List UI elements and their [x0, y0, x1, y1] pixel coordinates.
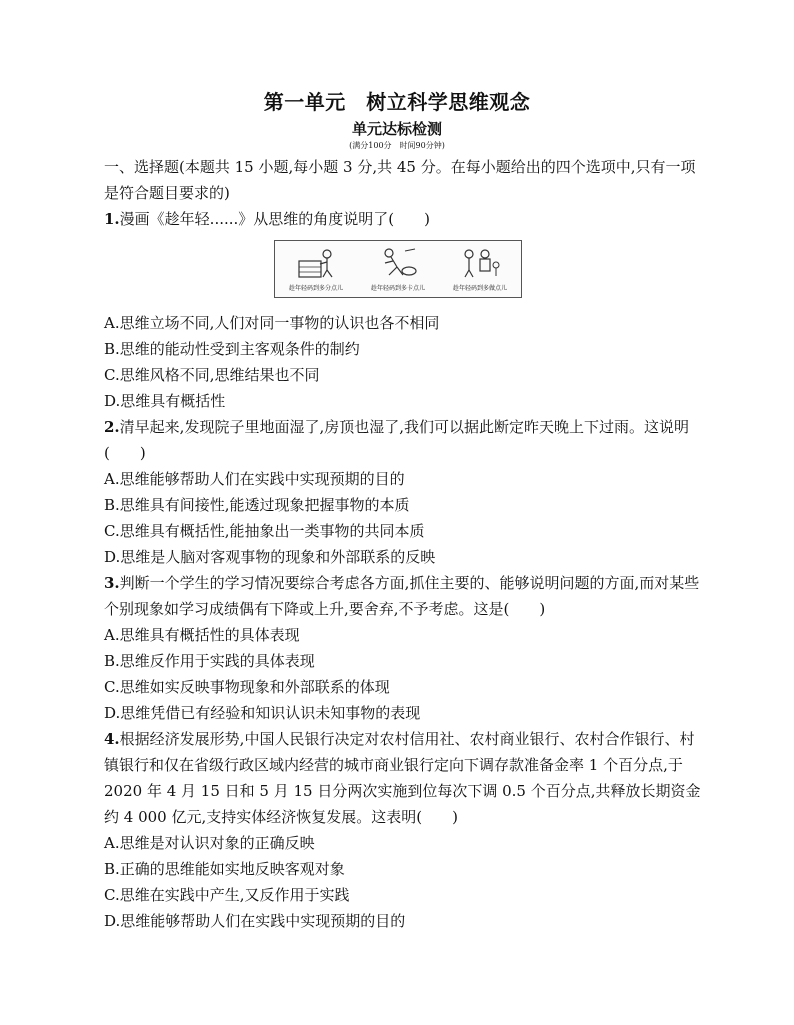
question-4	[104, 726, 704, 934]
page-subtitle: 单元达标检测	[351, 120, 442, 138]
exam-content	[104, 154, 704, 934]
option-b: B.思维反作用于实践的具体表现	[104, 652, 315, 670]
option-a: A.思维立场不同,人们对同一事物的认识也各不相同	[104, 314, 440, 332]
option-b: B.正确的思维能如实地反映客观对象	[104, 860, 345, 878]
comic-caption-1: 趁年轻码到多分点儿	[288, 285, 343, 292]
question-stem: 漫画《趁年轻......》从思维的角度说明了( )	[119, 210, 430, 228]
question-stem: 判断一个学生的学习情况要综合考虑各方面,抓住主要的、能够说明问题的方面,而对某些个别现象如学习成绩偶有下降或上升,要舍弃,不予考虑。这是( )	[104, 574, 700, 618]
comic-caption-3: 趁年轻码到多做点儿	[452, 285, 507, 292]
question-1	[104, 206, 704, 414]
option-c: C.思维如实反映事物现象和外部联系的体现	[104, 678, 390, 696]
comic-image	[274, 240, 522, 298]
group-figure-icon	[457, 245, 503, 281]
question-2	[104, 414, 704, 570]
question-number: 4.	[104, 730, 120, 748]
comic-panel-2	[359, 245, 437, 293]
comic-panel-3	[441, 245, 519, 293]
option-d: D.思维是人脑对客观事物的现象和外部联系的反映	[104, 548, 436, 566]
page-title: 第一单元 树立科学思维观念	[263, 90, 531, 114]
question-stem: 根据经济发展形势,中国人民银行决定对农村信用社、农村商业银行、农村合作银行、村镇银行和仅在省级行政区域内经营的城市商业银行定向下调存款准备金率 1 个百分点,于 2020 年 4 月 15 日和 5 月 15 日分两次实施到位每次下调 0.5 个百分点,共释放长期资金约 4 000 亿元,支持实体经济恢复发展。这表明( )	[104, 730, 701, 826]
comic-caption-2: 趁年轻码到多卡点儿	[370, 285, 425, 292]
question-number: 3.	[104, 574, 120, 592]
option-b: B.思维的能动性受到主客观条件的制约	[104, 340, 360, 358]
running-figure-icon	[375, 245, 421, 281]
question-3	[104, 570, 704, 726]
option-b: B.思维具有间接性,能透过现象把握事物的本质	[104, 496, 410, 514]
pile-icon	[293, 245, 339, 281]
option-d: D.思维具有概括性	[104, 392, 226, 410]
comic-panel-1	[277, 245, 355, 293]
option-c: C.思维具有概括性,能抽象出一类事物的共同本质	[104, 522, 425, 540]
question-number: 1.	[104, 210, 120, 228]
option-d: D.思维凭借已有经验和知识认识未知事物的表现	[104, 704, 421, 722]
exam-meta: (满分100分 时间90分钟)	[349, 141, 445, 150]
option-a: A.思维具有概括性的具体表现	[104, 626, 300, 644]
option-c: C.思维风格不同,思维结果也不同	[104, 366, 320, 384]
section-heading: 一、选择题(本题共 15 小题,每小题 3 分,共 45 分。在每小题给出的四个选项中,只有一项是符合题目要求的)	[104, 158, 696, 202]
option-a: A.思维是对认识对象的正确反映	[104, 834, 315, 852]
option-d: D.思维能够帮助人们在实践中实现预期的目的	[104, 912, 406, 930]
question-stem: 清早起来,发现院子里地面湿了,房顶也湿了,我们可以据此断定昨天晚上下过雨。这说明( )	[104, 418, 689, 462]
question-number: 2.	[104, 418, 120, 436]
option-c: C.思维在实践中产生,又反作用于实践	[104, 886, 350, 904]
option-a: A.思维能够帮助人们在实践中实现预期的目的	[104, 470, 405, 488]
